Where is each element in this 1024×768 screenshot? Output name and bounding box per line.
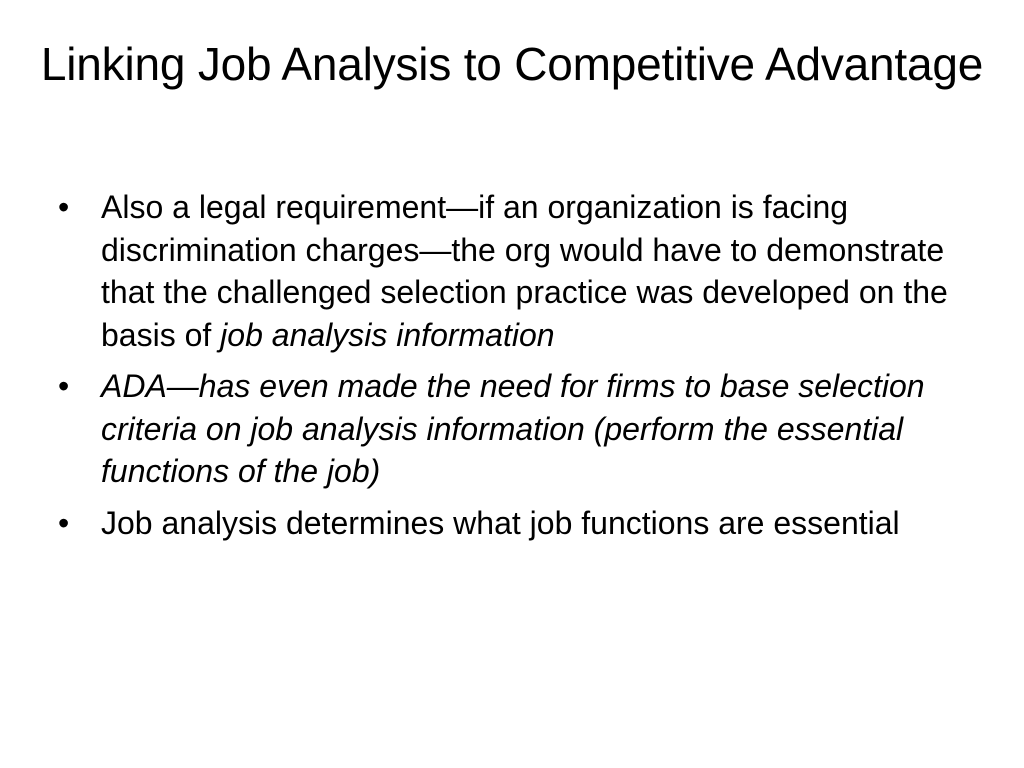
slide-title: Linking Job Analysis to Competitive Advantage [40,38,984,90]
bullet-italic-text: ADA—has even made the need for firms to base selection criteria on job analysis information (perform the essential functions of the job) [101,368,925,489]
bullet-item-legal-requirement [58,186,978,356]
bullet-list [58,186,978,553]
bullet-text: Also a legal requirement—if an organization is facing discrimination charges—the org would have to demonstrate that the challenged selection practice was developed on the basis of [101,189,948,353]
bullet-marker: • [58,504,70,541]
bullet-text: Job analysis determines what job functions are essential [101,504,900,541]
bullet-marker: • [58,189,70,225]
bullet-marker: • [58,368,70,404]
bullet-item-essential-functions [58,502,978,545]
bullet-item-ada [58,365,978,493]
bullet-italic-text: job analysis information [220,316,555,353]
